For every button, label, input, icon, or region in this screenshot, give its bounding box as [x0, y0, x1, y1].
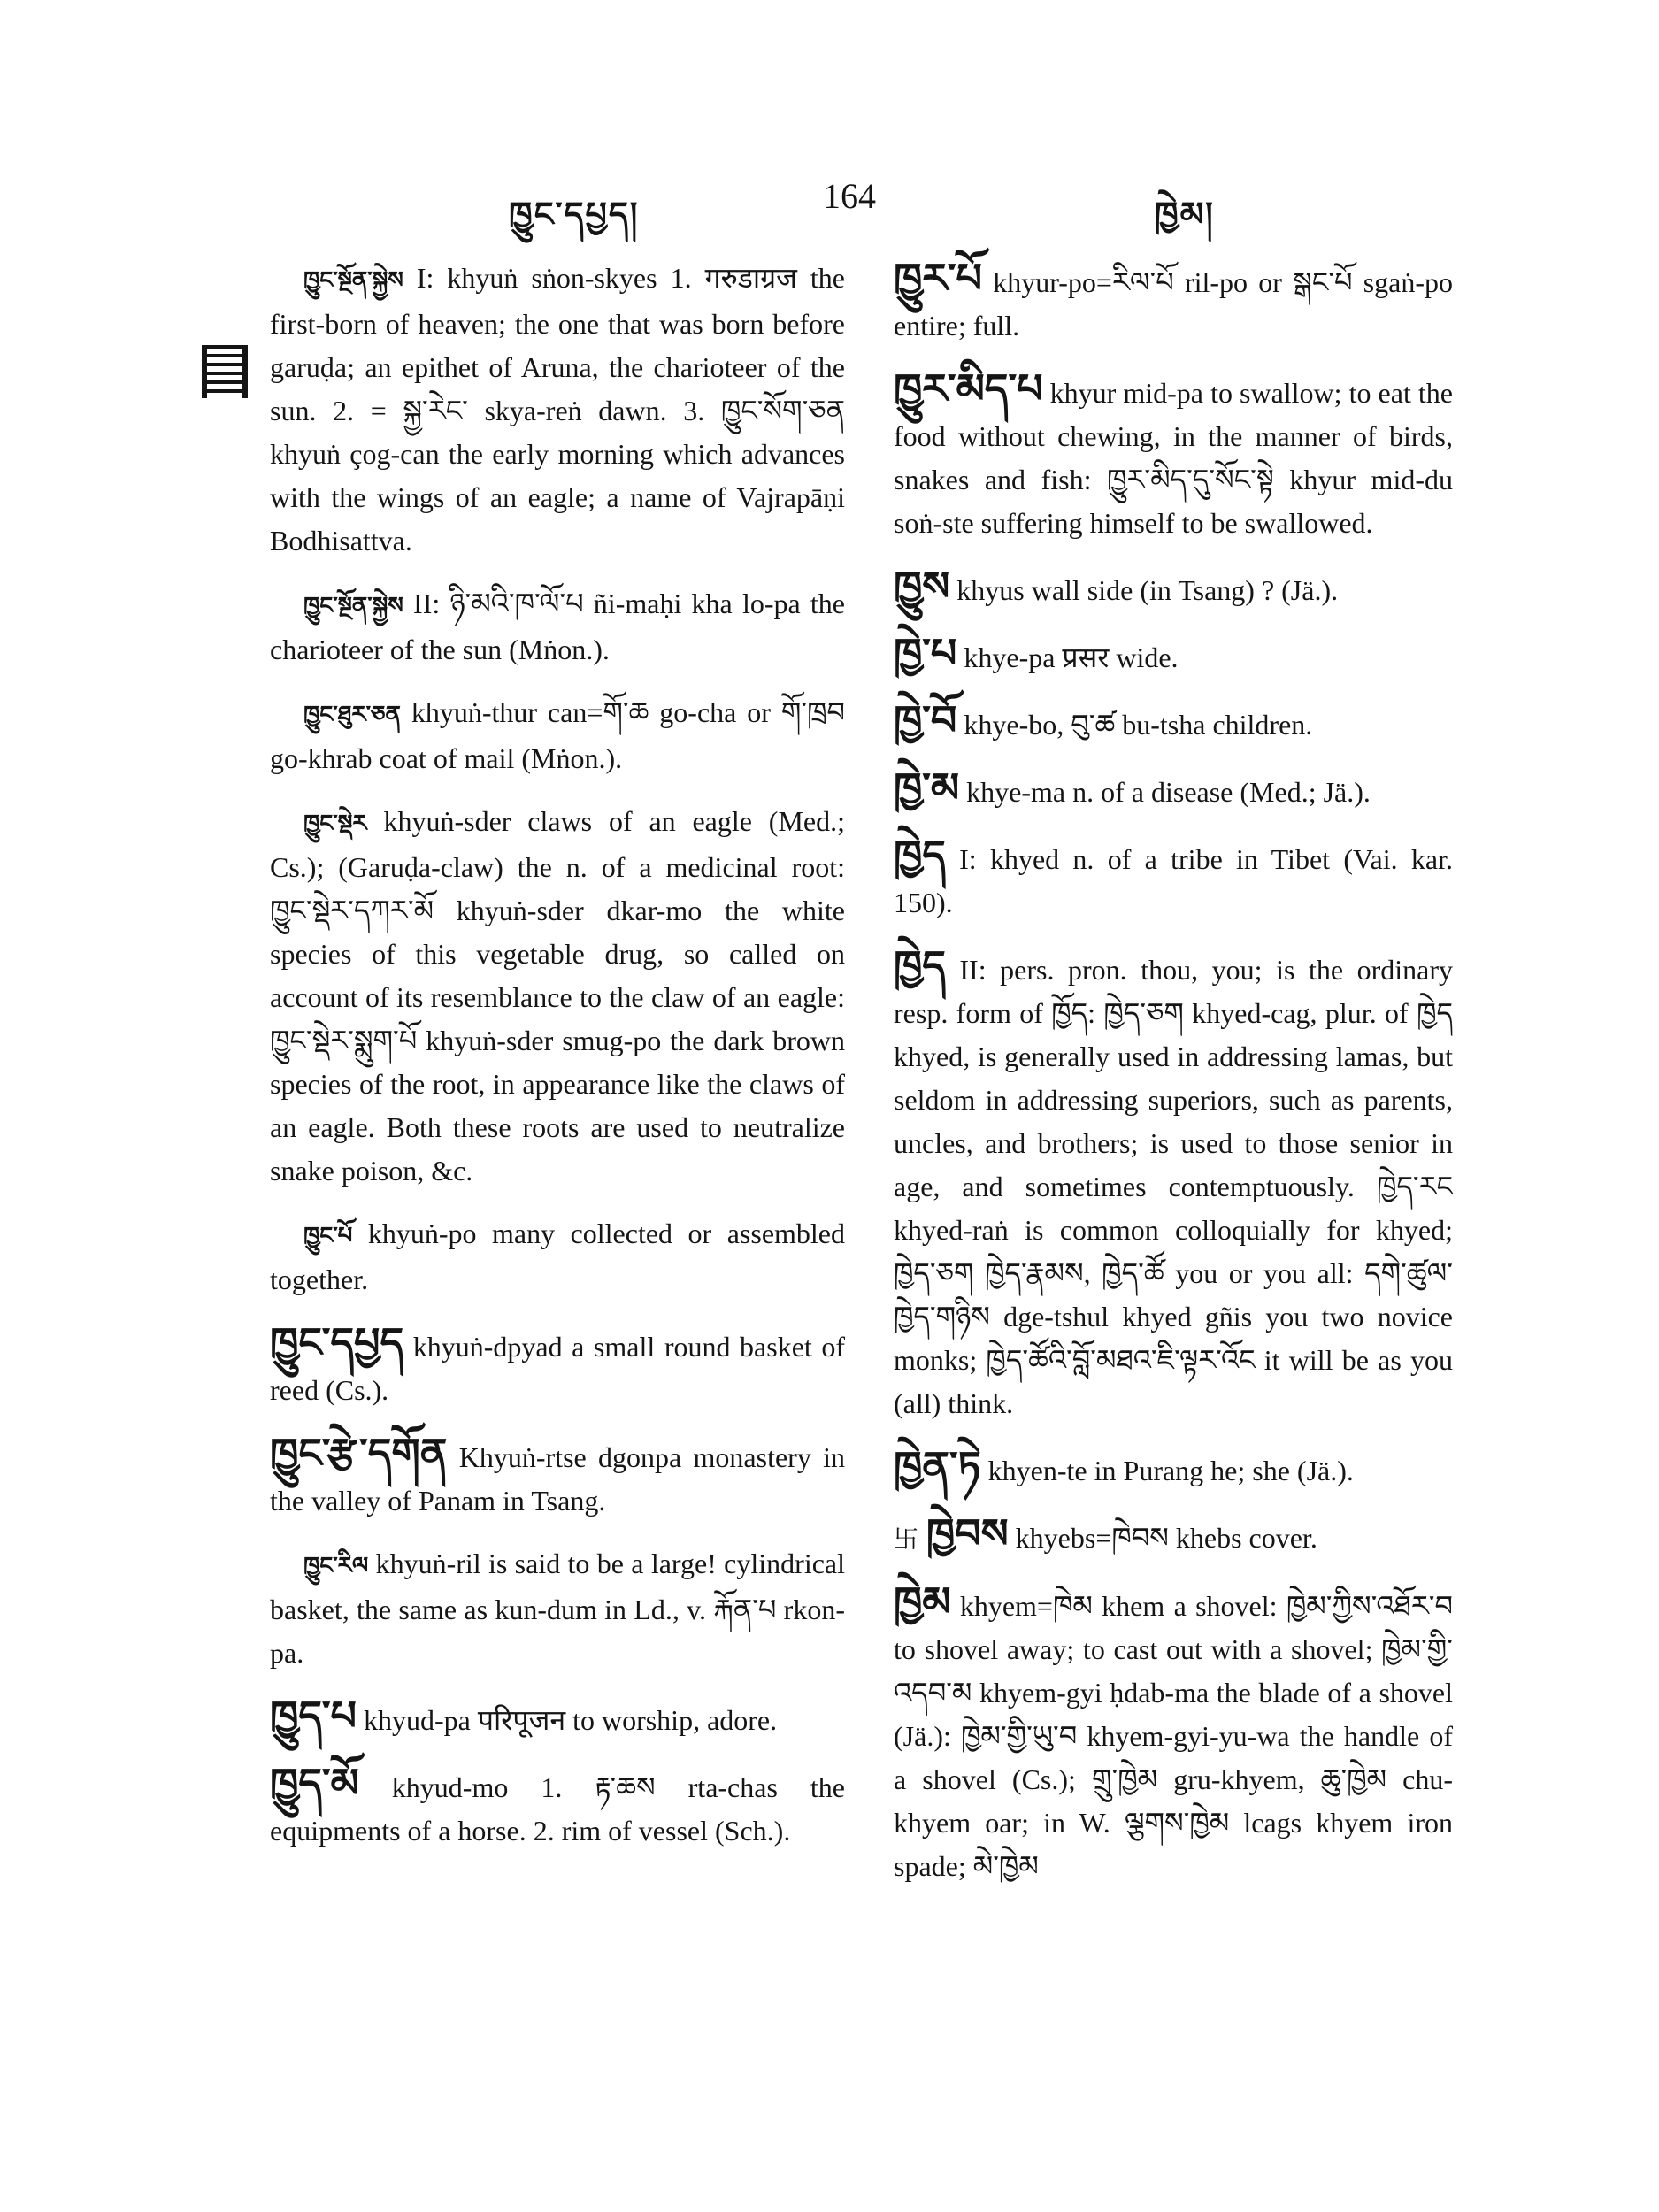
right-column: [894, 254, 1454, 1908]
dictionary-entry: [270, 800, 845, 1193]
dictionary-entry: [270, 1759, 845, 1853]
entry-definition: II: ཉི་མའི་ཁ་ལོ་པ ñi-maḥi kha lo-pa the charioteer of the sun (Mṅon.).: [270, 588, 845, 665]
entry-definition: khyuṅ-po many collected or assembled together.: [270, 1217, 846, 1295]
page-number: 164: [823, 176, 876, 216]
entry-headword: ཁྱེམ: [894, 1578, 951, 1625]
entry-definition: I: khyuṅ sṅon-skyes 1. गरुडाग्रज the first-born of heaven; the one that was born before garuḍa; an epithet of Aruna, the charioteer of the sun. 2. = སྐྱ་རེང་ skya-reṅ dawn. 3. ཁྱུང་སོག་ཅན khyuṅ çog-can the early morning which advances with the wings of an eagle; a name of Vajrapāṇi Bodhisattva.: [270, 262, 846, 557]
dictionary-entry: [894, 367, 1453, 545]
entry-definition: khyud-mo 1. རྟ་ཆས rta-chas the equipments of a horse. 2. rim of vessel (Sch.).: [270, 1771, 845, 1847]
entry-headword: ཁྱེན་ཏེ: [894, 1442, 981, 1490]
entry-definition: khyus wall side (in Tsang) ? (Jä.).: [956, 574, 1339, 606]
entry-headword: ཁྱུད་མོ: [270, 1759, 359, 1807]
dictionary-entry: [894, 941, 1454, 1425]
dictionary-entry: [270, 1542, 845, 1675]
entry-definition: khyuṅ-dpyad a small round basket of reed (Cs.).: [270, 1331, 846, 1406]
entry-headword: ཁྱེ་བོ: [894, 696, 957, 744]
entry-definition: khyuṅ-ril is said to be a large! cylindrical basket, the same as kun-dum in Ld., v. རྐོན་པ rkon-pa.: [270, 1548, 846, 1669]
entry-definition: khyur mid-pa to swallow; to eat the food without chewing, in the manner of birds, snakes and fish: ཁྱུར་མིད་དུ་སོང་སྟེ khyur mid-du soṅ-ste suffering himself to be swallowed.: [894, 377, 1454, 539]
entry-definition: khye-bo, བུ་ཚ bu-tsha children.: [964, 709, 1313, 741]
entry-headword: ཁྱུར་པོ: [894, 254, 983, 302]
entry-headword: ཁྱེད: [894, 941, 946, 989]
entry-definition: khyebs=ཁེབས khebs cover.: [1015, 1522, 1317, 1554]
dictionary-entry: [894, 254, 1453, 348]
dictionary-entry: [894, 1580, 1453, 1888]
dictionary-entry: [894, 833, 1453, 925]
entry-headword: ཁྱུང་སྔོན་སྐྱེས: [303, 593, 403, 619]
entry-definition: khyur-po=རིལ་པོ ril-po or སྒང་པོ sgaṅ-po entire; full.: [894, 266, 1453, 342]
dictionary-entry: [270, 1212, 845, 1302]
dictionary-entry: [270, 1318, 846, 1412]
entry-headword: ཁྱུང་སྔོན་སྐྱེས: [303, 267, 403, 294]
entry-headword: ཁྱུད་པ: [270, 1692, 357, 1740]
dictionary-entry: [894, 696, 1453, 747]
dictionary-entry: [894, 1509, 1453, 1561]
dictionary-entry: [894, 562, 1453, 612]
entry-headword: ཁྱུང་རྩེ་དགོན: [270, 1429, 448, 1477]
entry-definition: khyem=ཁེམ khem a shovel: ཁྱེམ་ཀྱིས་འཐོར་བ to shovel away; to cast out with a shovel; ཁྱེམ་གྱི་འདབ་མ khyem-gyi ḥdab-ma the blade of a shovel (Jä.): ཁྱེམ་གྱི་ཡུ་བ khyem-gyi-yu-wa the handle of a shovel (Cs.); གྲུ་ཁྱེམ gru-khyem, ཆུ་ཁྱེམ chu-khyem oar; in W. ལྕགས་ཁྱེམ lcags khyem iron spade; མེ་ཁྱེམ: [894, 1590, 1453, 1882]
thumb-index-tab: [202, 345, 248, 398]
entry-headword: ཁྱེ་མ: [894, 764, 960, 811]
entry-definition: khyud-pa परिपूजन to worship, adore.: [363, 1704, 778, 1736]
entry-definition: khyuṅ-thur can=གོ་ཆ go-cha or གོ་ཁྲབ go-khrab coat of mail (Mṅon.).: [270, 696, 845, 774]
entry-definition: khyuṅ-sder claws of an eagle (Med.; Cs.); (Garuḍa-claw) the n. of a medicinal root: ཁྱུང་སྡེར་དཀར་མོ khyuṅ-sder dkar-mo the white species of this vegetable drug, so called on account of its resemblance to the claw of an eagle: ཁྱུང་སྡེར་སྨུག་པོ khyuṅ-sder smug-po the dark brown species of the root, in appearance like the claws of an eagle. Both these roots are used to neutralize snake poison, &c.: [270, 805, 845, 1187]
dictionary-entry: [270, 1429, 846, 1523]
entry-headword: ཁྱུང་རིལ: [303, 1553, 369, 1579]
left-column: [270, 257, 845, 1872]
entry-headword: ཁྱུང་པོ: [303, 1223, 353, 1249]
dictionary-entry: [270, 691, 845, 780]
dictionary-entry: [894, 766, 1453, 814]
entry-headword: ཁྱེབས: [926, 1509, 1009, 1557]
entry-definition: II: pers. pron. thou, you; is the ordinary resp. form of ཁྱོད: ཁྱེད་ཅག khyed-cag, plur. of ཁྱེད khyed, is generally used in addressing lamas, but seldom in addressing superiors, such as parents, uncles, and brothers; is used to those senior in age, and sometimes contemptuously. ཁྱེད་རང khyed-raṅ is common colloquially for khyed; ཁྱེད་ཅག ཁྱེད་རྣམས, ཁྱེད་ཚོ you or you all: དགེ་ཚུལ་ཁྱེད་གཉིས dge-tshul khyed gñis you two novice monks; ཁྱེད་ཚོའི་བློ་མཐའ་ཇི་ལྟར་འོང it will be as you (all) think.: [894, 954, 1454, 1419]
running-head-right: ཁྱེམ།: [1155, 195, 1215, 234]
entry-headword: ཁྱུང་ཐུར་ཅན: [303, 702, 401, 728]
running-head-left: ཁྱུང་དཔྱད།: [509, 195, 640, 234]
entry-headword: ཁྱེད: [894, 831, 946, 879]
dictionary-entry: [270, 257, 845, 563]
entry-mark: 卐: [894, 1525, 926, 1554]
entry-headword: ཁྱུར་མིད་པ: [894, 365, 1043, 412]
dictionary-entry: [270, 582, 845, 672]
entry-definition: khye-ma n. of a disease (Med.; Jä.).: [966, 776, 1371, 808]
entry-headword: ཁྱུང་དཔྱད: [270, 1318, 404, 1366]
entry-definition: khyen-te in Purang he; she (Jä.).: [987, 1455, 1354, 1486]
entry-definition: I: khyed n. of a tribe in Tibet (Vai. kar. 150).: [894, 843, 1454, 918]
dictionary-entry: [894, 1442, 1453, 1493]
entry-headword: ཁྱུས: [894, 562, 950, 610]
entry-headword: ཁྱེ་པ: [894, 629, 957, 677]
entry-headword: ཁྱུང་སྡེར: [303, 810, 367, 837]
entry-definition: Khyuṅ-rtse dgonpa monastery in the valley of Panam in Tsang.: [270, 1441, 846, 1517]
dictionary-entry: [894, 629, 1453, 680]
dictionary-entry: [270, 1694, 845, 1742]
entry-definition: khye-pa प्रसर wide.: [964, 641, 1179, 673]
